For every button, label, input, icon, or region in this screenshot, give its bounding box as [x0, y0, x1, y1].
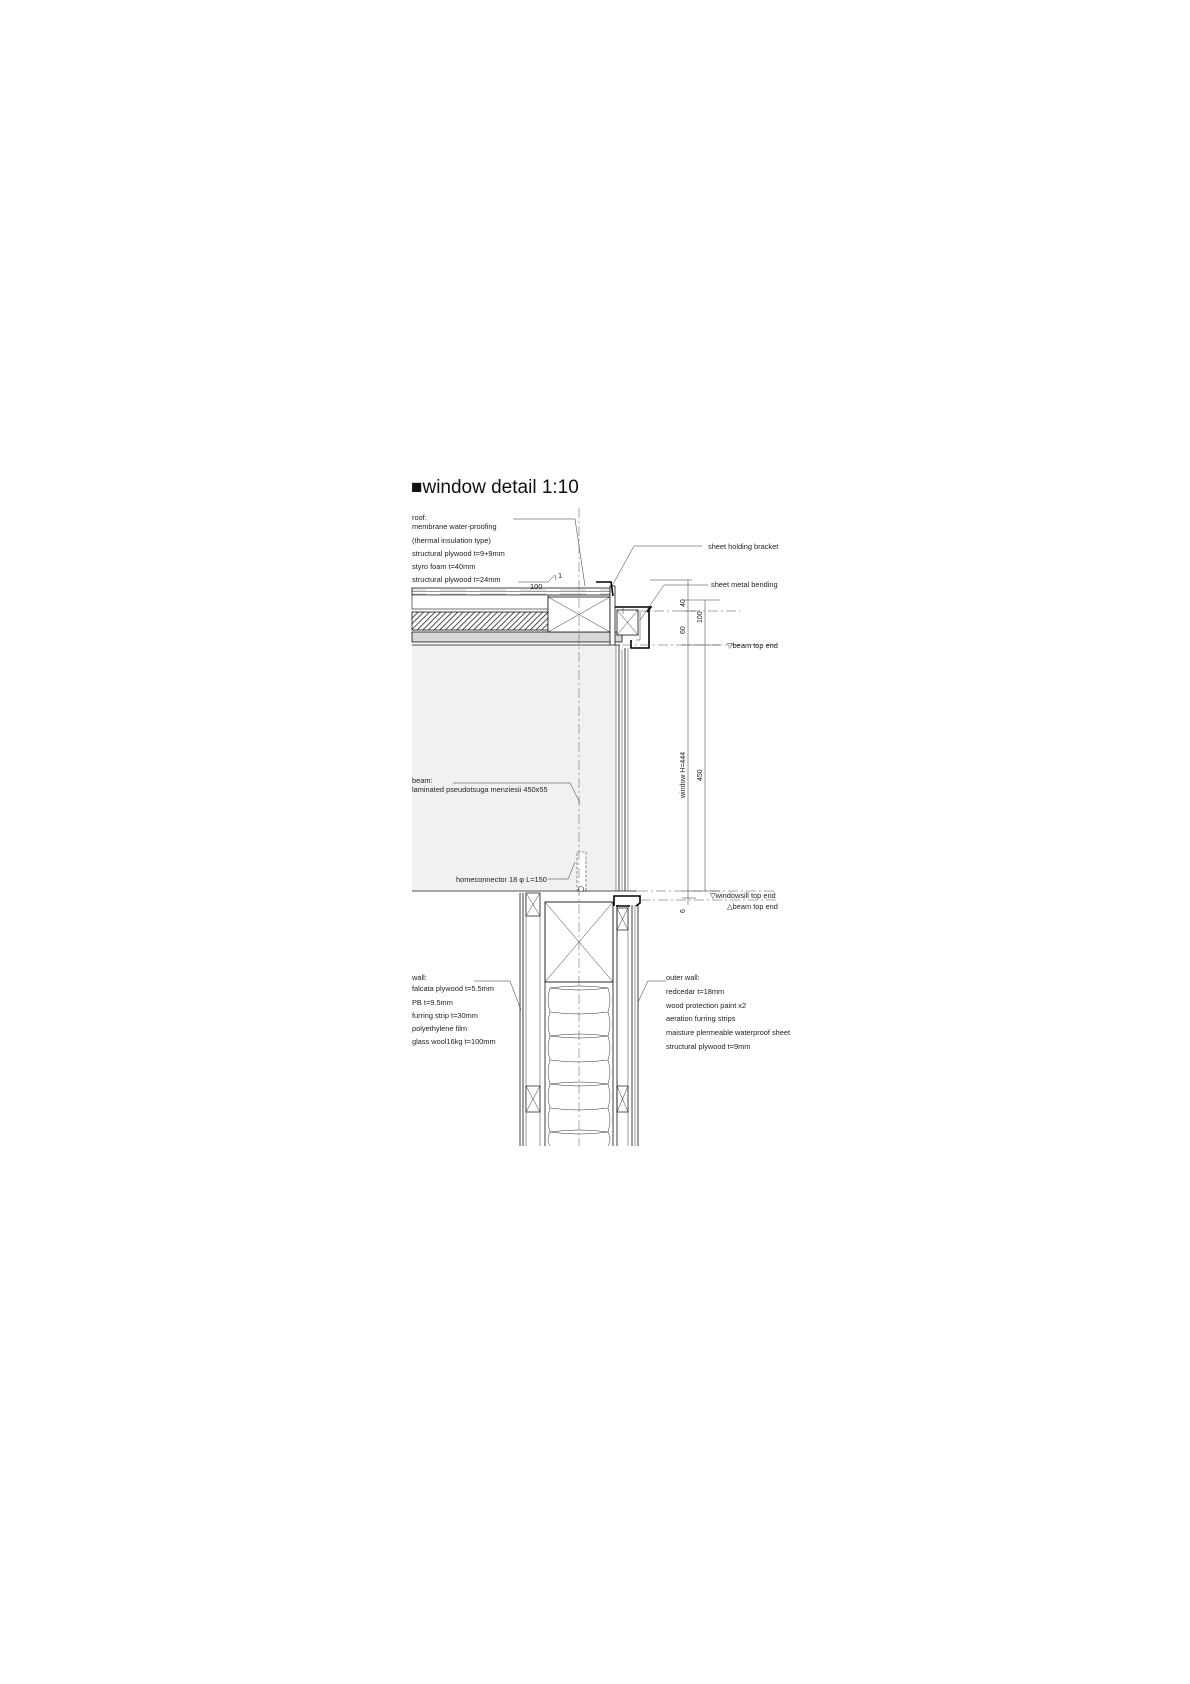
roof-layer-3: structural plywood t=9+9mm: [412, 549, 505, 558]
roof-styrofoam-layer: [412, 612, 548, 630]
roof-heading: roof:: [412, 513, 427, 522]
wall-layer-3: furring strip t=30mm: [412, 1011, 478, 1020]
roof-layer-1: membrane water-proofing: [412, 522, 497, 531]
dim-450: 450: [697, 769, 704, 781]
outer-wall-heading: outer wall:: [666, 973, 700, 982]
homeconnector-rod: [577, 852, 586, 890]
wall-layer-2: PB t=9.5mm: [412, 998, 453, 1007]
homeconnector-label: homeconnector 18 φ L=150: [456, 875, 547, 884]
beam-section: [412, 645, 637, 892]
wall-layer-4: polyethylene film: [412, 1024, 468, 1033]
outer-wall-layer-5: structural plywood t=9mm: [666, 1042, 751, 1051]
label-windowsill-top-end: ▽windowsill top end: [710, 891, 776, 900]
wall-heading: wall:: [412, 973, 427, 982]
outer-wall-layer-4: maisture plermeable waterproof sheet: [666, 1028, 791, 1037]
wall-layer-1: falcata plywood t=5.5mm: [412, 984, 494, 993]
dim-40: 40: [680, 599, 687, 607]
label-beam-top-end-below: △beam top end: [727, 902, 778, 911]
label-sheet-metal-bending: sheet metal bending: [711, 580, 778, 589]
roof-plywood-layer: [412, 595, 548, 609]
roof-structural-plywood: [412, 632, 622, 642]
dim-100: 100: [697, 611, 704, 623]
dim-window-height: window H=444: [680, 751, 687, 798]
outer-wall-layer-3: aeration furring strips: [666, 1014, 736, 1023]
dim-60: 60: [680, 626, 687, 634]
windowsill-flashing: [614, 896, 640, 906]
outer-wall-layer-1: redcedar t=18mm: [666, 987, 725, 996]
beam-spec: laminated pseudotsuga menziesii 450x55: [412, 785, 548, 794]
wall-layer-5: glass wool16kg t=100mm: [412, 1037, 496, 1046]
roof-slope-rise: 1: [558, 571, 563, 580]
outer-wall-layer-2: wood protection paint x2: [666, 1001, 747, 1010]
dim-6: 6: [680, 909, 687, 913]
roof-layer-2: (thermal insulation type): [412, 536, 491, 545]
label-sheet-holding-bracket: sheet holding bracket: [708, 542, 779, 551]
roof-layer-5: structural plywood t=24mm: [412, 575, 501, 584]
roof-layer-4: styro foam t=40mm: [412, 562, 476, 571]
roof-slope-run: 100: [530, 582, 543, 591]
roof-section: [412, 582, 651, 648]
beam-heading: beam:: [412, 776, 433, 785]
drawing-title: ■window detail 1:10: [411, 477, 579, 498]
label-beam-top-end: ▽beam top end: [727, 641, 778, 650]
